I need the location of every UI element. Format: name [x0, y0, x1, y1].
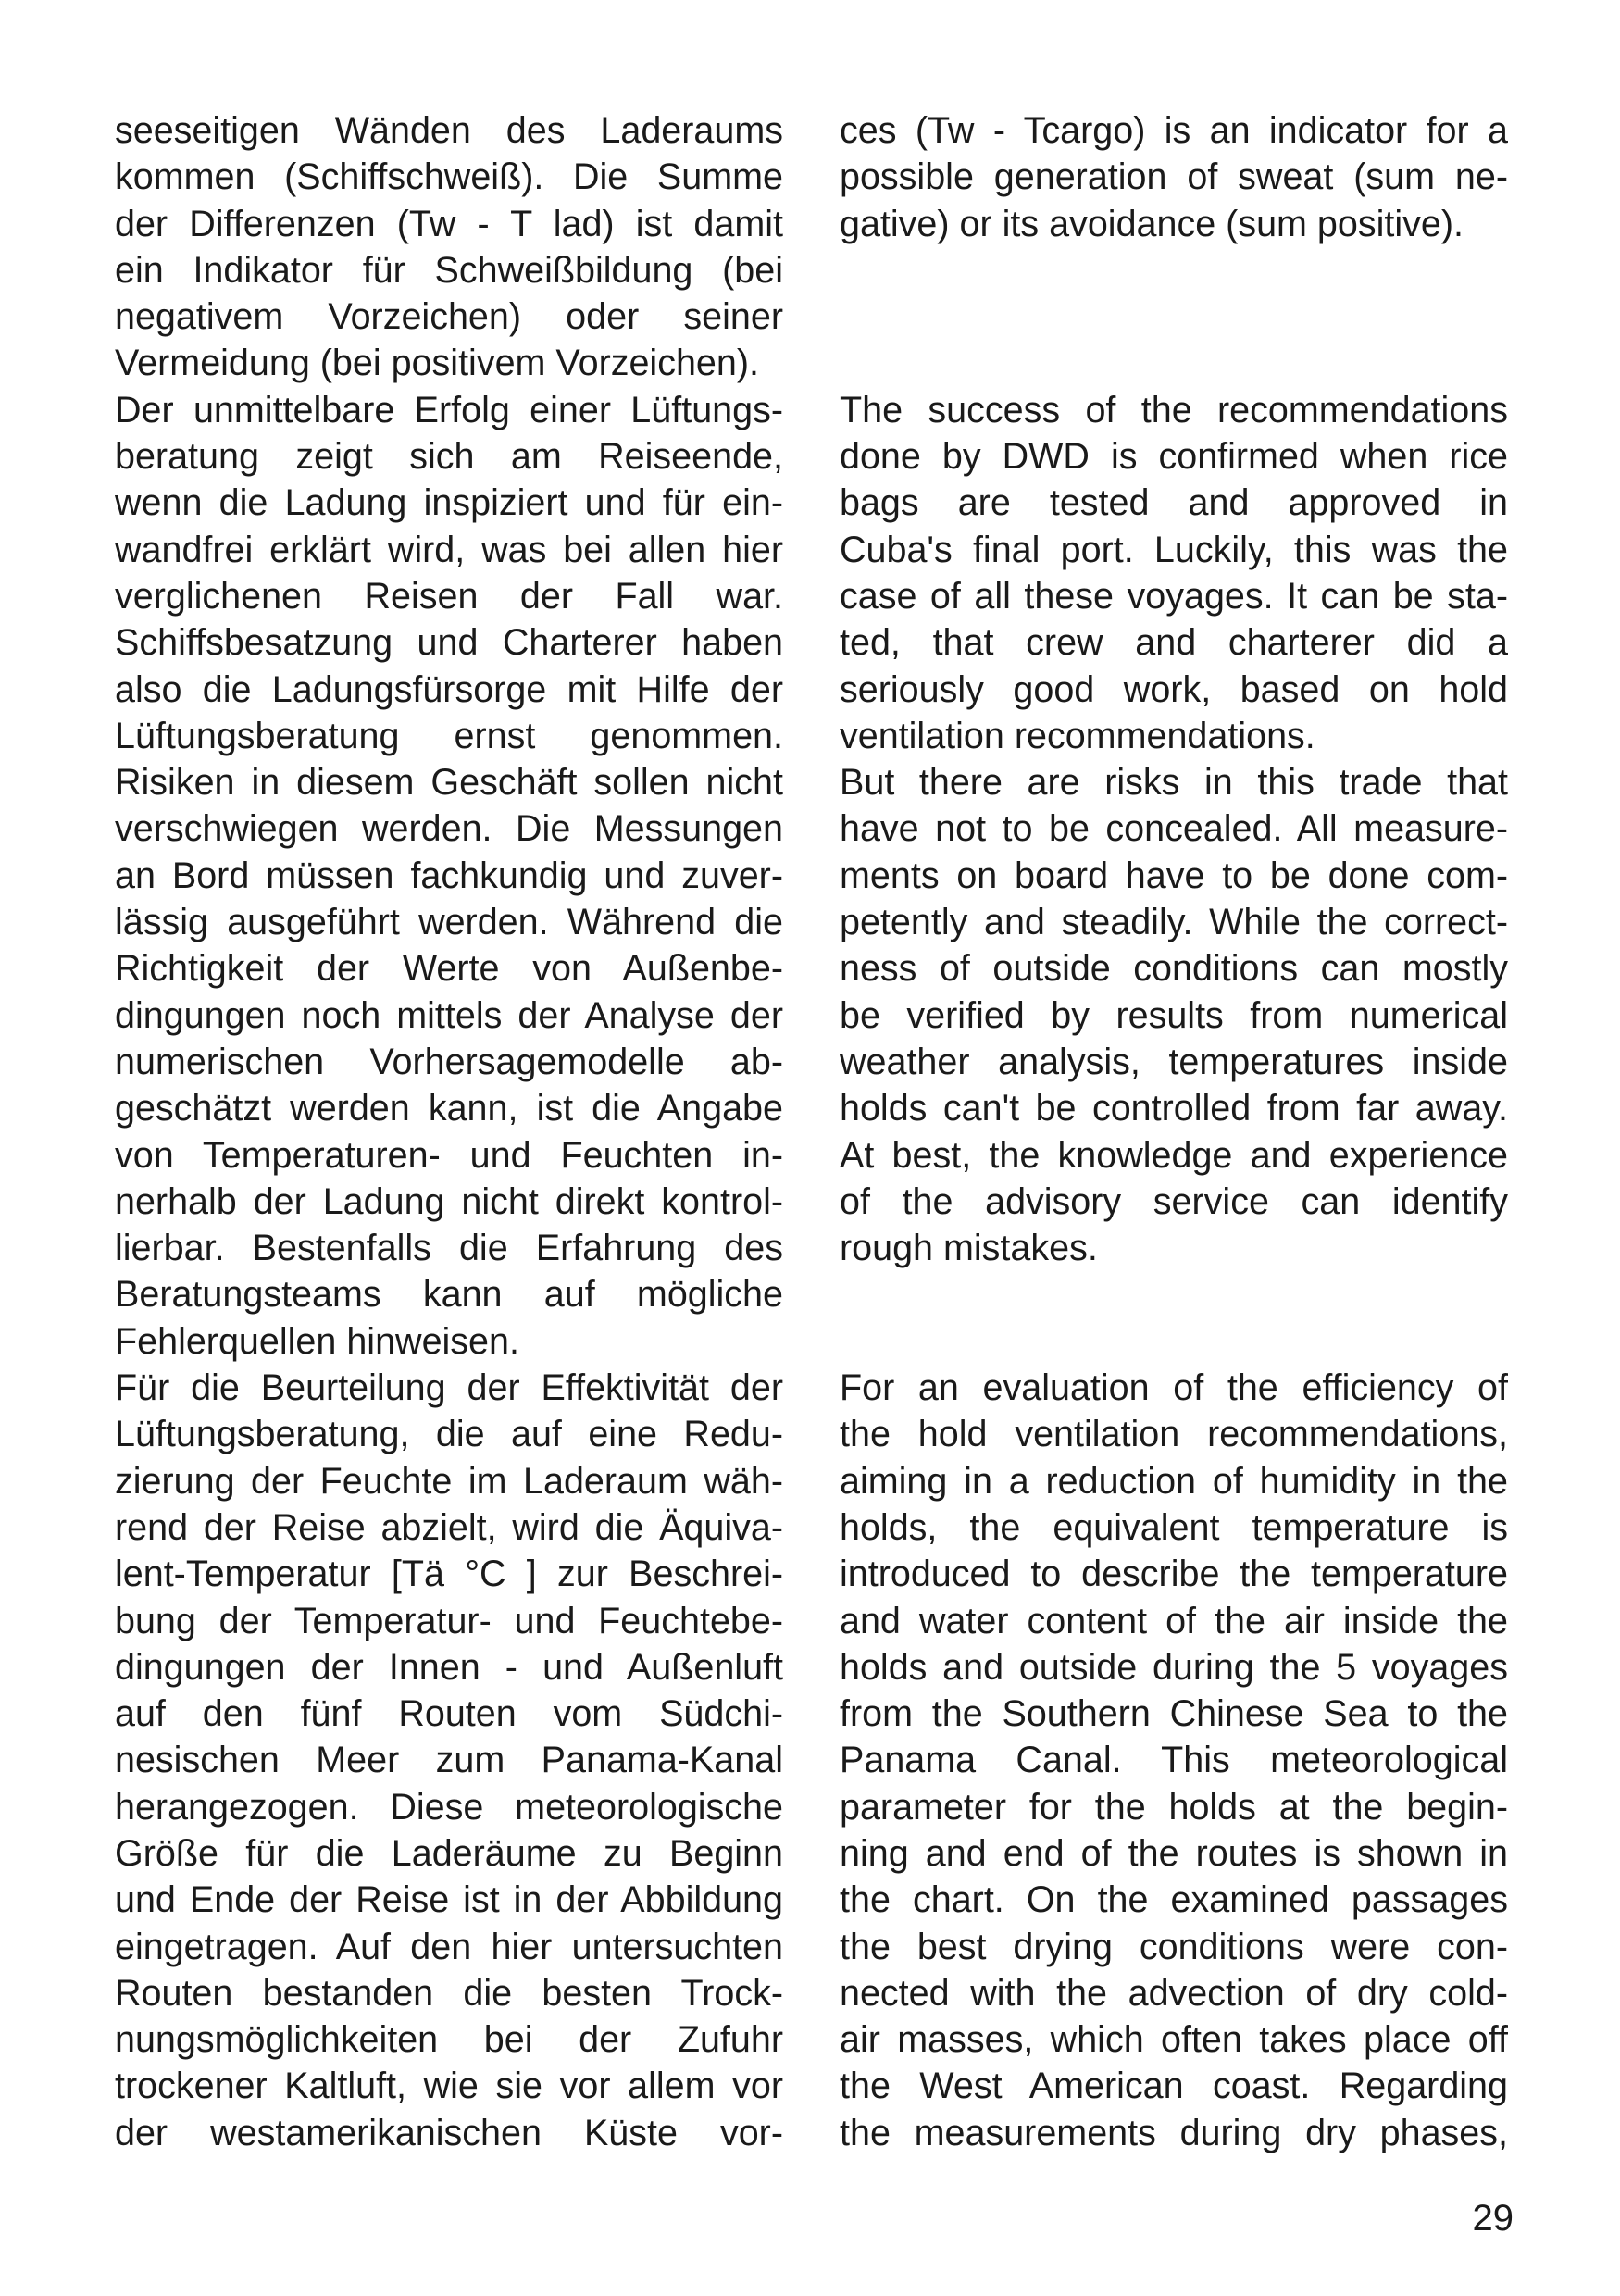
text-line: ments on board have to be done com-: [840, 855, 1508, 896]
text-line: ein Indikator für Schweißbildung (bei: [115, 249, 783, 291]
text-line: der westamerikanischen Küste vor-: [115, 2112, 783, 2153]
right-column-english: [840, 107, 1508, 2156]
text-line: aiming in a reduction of humidity in the: [840, 1460, 1508, 1502]
text-line: nungsmöglichkeiten bei der Zufuhr: [115, 2019, 783, 2061]
text-line: possible generation of sweat (sum ne-: [840, 156, 1508, 198]
text-line: nesischen Meer zum Panama-Kanal: [115, 1740, 783, 1781]
paragraph-gap: [840, 340, 1508, 386]
text-line: Cuba's final port. Luckily, this was the: [840, 529, 1508, 570]
text-line: verschwiegen werden. Die Messungen: [115, 808, 783, 850]
text-line: done by DWD is confirmed when rice: [840, 436, 1508, 478]
text-line: seriously good work, based on hold: [840, 668, 1508, 710]
text-line: dingungen der Innen - und Außenluft: [115, 1646, 783, 1688]
text-line: from the Southern Chinese Sea to the: [840, 1693, 1508, 1735]
text-line: dingungen noch mittels der Analyse der: [115, 994, 783, 1036]
text-line: numerischen Vorhersagemodelle ab-: [115, 1041, 783, 1082]
text-line: Lüftungsberatung, die auf eine Redu-: [115, 1414, 783, 1455]
text-line: gative) or its avoidance (sum positive).: [840, 203, 1464, 244]
paragraph-gap: [840, 1318, 1508, 1365]
text-line: wandfrei erklärt wird, was bei allen hier: [115, 529, 783, 570]
text-line: ventilation recommendations.: [840, 715, 1315, 756]
text-line: Richtigkeit der Werte von Außenbe-: [115, 948, 783, 990]
text-line: holds can't be controlled from far away.: [840, 1088, 1508, 1129]
text-line: negativem Vorzeichen) oder seiner: [115, 296, 783, 338]
text-line: rend der Reise abzielt, wird die Äquiva-: [115, 1506, 783, 1548]
text-line: the chart. On the examined passages: [840, 1879, 1508, 1921]
text-line: Für die Beurteilung der Effektivität der: [115, 1367, 783, 1409]
text-line: verglichenen Reisen der Fall war.: [115, 575, 783, 617]
text-line: lierbar. Bestenfalls die Erfahrung des: [115, 1228, 783, 1269]
text-line: nerhalb der Ladung nicht direkt kontrol-: [115, 1180, 783, 1222]
text-line: the hold ventilation recommendations,: [840, 1414, 1508, 1455]
text-line: herangezogen. Diese meteorologische: [115, 1786, 783, 1828]
text-line: Schiffsbesatzung und Charterer haben: [115, 622, 783, 664]
text-line: introduced to describe the temperature: [840, 1554, 1508, 1595]
paragraph-gap: [840, 247, 1508, 293]
text-line: Vermeidung (bei positivem Vorzeichen).: [115, 343, 759, 384]
text-line: parameter for the holds at the begin-: [840, 1786, 1508, 1828]
left-column-german: [115, 107, 783, 2156]
text-line: holds and outside during the 5 voyages: [840, 1646, 1508, 1688]
text-line: ted, that crew and charterer did a: [840, 622, 1508, 664]
paragraph-gap: [840, 1271, 1508, 1317]
text-line: weather analysis, temperatures inside: [840, 1041, 1508, 1082]
text-line: an Bord müssen fachkundig und zuver-: [115, 855, 783, 896]
text-line: the West American coast. Regarding: [840, 2065, 1508, 2107]
text-line: seeseitigen Wänden des Laderaums: [115, 110, 783, 151]
text-line: holds, the equivalent temperature is: [840, 1506, 1508, 1548]
text-line: air masses, which often takes place off: [840, 2019, 1508, 2061]
text-line: also die Ladungsfürsorge mit Hilfe der: [115, 668, 783, 710]
text-line: bung der Temperatur- und Feuchtebe-: [115, 1600, 783, 1641]
text-line: Größe für die Laderäume zu Beginn: [115, 1832, 783, 1874]
text-line: Fehlerquellen hinweisen.: [115, 1320, 519, 1362]
text-line: kommen (Schiffschweiß). Die Summe: [115, 156, 783, 198]
text-line: and water content of the air inside the: [840, 1600, 1508, 1641]
text-line: trockener Kaltluft, wie sie vor allem vor: [115, 2065, 783, 2107]
text-line: lässig ausgeführt werden. Während die: [115, 902, 783, 943]
text-line: Der unmittelbare Erfolg einer Lüftungs-: [115, 389, 783, 430]
text-line: der Differenzen (Tw - T lad) ist damit: [115, 203, 783, 244]
text-line: of the advisory service can identify: [840, 1180, 1508, 1222]
text-line: wenn die Ladung inspiziert und für ein-: [115, 482, 783, 524]
text-line: ness of outside conditions can mostly: [840, 948, 1508, 990]
text-line: the measurements during dry phases,: [840, 2112, 1508, 2153]
text-line: But there are risks in this trade that: [840, 762, 1508, 804]
text-line: bags are tested and approved in: [840, 482, 1508, 524]
text-line: Beratungsteams kann auf mögliche: [115, 1274, 783, 1316]
text-line: eingetragen. Auf den hier untersuchten: [115, 1926, 783, 1967]
text-line: The success of the recommendations: [840, 389, 1508, 430]
text-line: For an evaluation of the efficiency of: [840, 1367, 1508, 1409]
text-line: be verified by results from numerical: [840, 994, 1508, 1036]
page-number: 29: [1472, 2198, 1514, 2239]
text-line: ces (Tw - Tcargo) is an indicator for a: [840, 110, 1508, 151]
text-line: geschätzt werden kann, ist die Angabe: [115, 1088, 783, 1129]
text-line: beratung zeigt sich am Reiseende,: [115, 436, 783, 478]
text-line: Risiken in diesem Geschäft sollen nicht: [115, 762, 783, 804]
text-line: ning and end of the routes is shown in: [840, 1832, 1508, 1874]
text-line: zierung der Feuchte im Laderaum wäh-: [115, 1460, 783, 1502]
text-line: the best drying conditions were con-: [840, 1926, 1508, 1967]
text-line: Panama Canal. This meteorological: [840, 1740, 1508, 1781]
text-line: und Ende der Reise ist in der Abbildung: [115, 1879, 783, 1921]
text-line: rough mistakes.: [840, 1228, 1098, 1269]
text-line: von Temperaturen- und Feuchten in-: [115, 1134, 783, 1176]
text-line: Lüftungsberatung ernst genommen.: [115, 715, 783, 756]
text-line: petently and steadily. While the correct-: [840, 902, 1508, 943]
text-line: case of all these voyages. It can be sta-: [840, 575, 1508, 617]
text-line: Routen bestanden die besten Trock-: [115, 1972, 783, 2014]
text-line: At best, the knowledge and experience: [840, 1134, 1508, 1176]
paragraph-gap: [840, 293, 1508, 340]
text-line: nected with the advection of dry cold-: [840, 1972, 1508, 2014]
text-line: lent-Temperatur [Tä °C ] zur Beschrei-: [115, 1554, 783, 1595]
text-line: auf den fünf Routen vom Südchi-: [115, 1693, 783, 1735]
text-line: have not to be concealed. All measure-: [840, 808, 1508, 850]
